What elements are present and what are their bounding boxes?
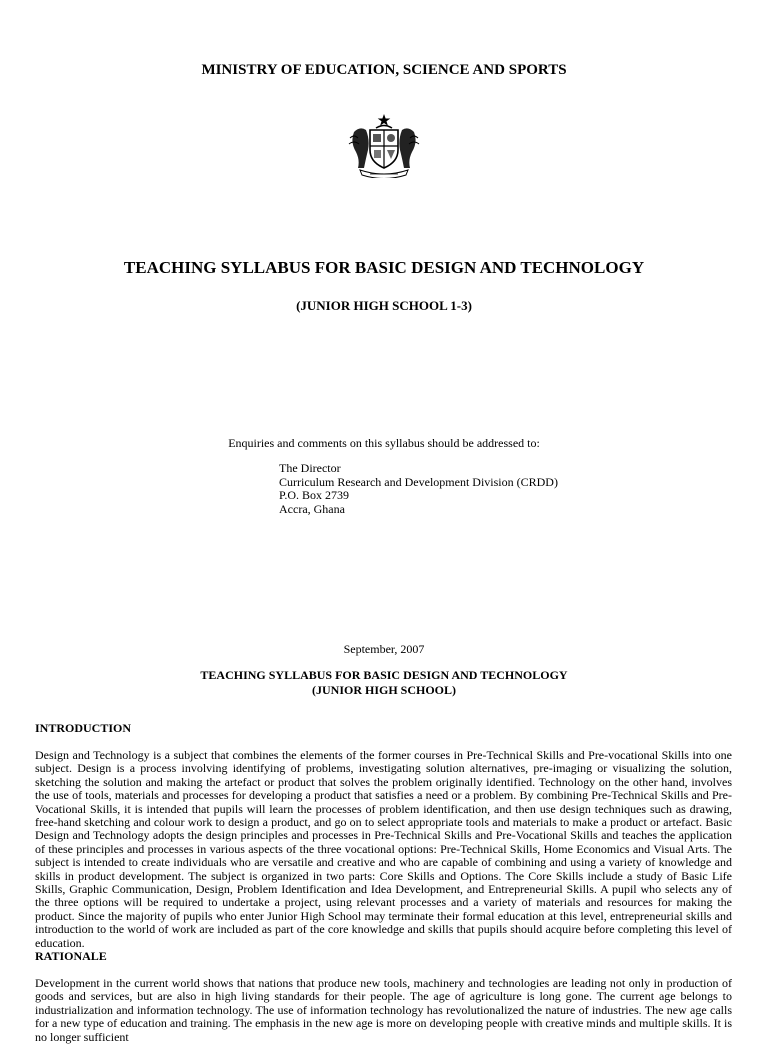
document-title: TEACHING SYLLABUS FOR BASIC DESIGN AND TECHNOLOGY — [123, 258, 645, 277]
enquiries-text: Enquiries and comments on this syllabus should be addressed to: — [228, 436, 540, 450]
address-line: The Director — [279, 461, 341, 475]
section-title-line1: TEACHING SYLLABUS FOR BASIC DESIGN AND TECHNOLOGY — [200, 668, 568, 682]
introduction-heading: INTRODUCTION — [35, 721, 132, 735]
rationale-heading: RATIONALE — [35, 949, 107, 963]
ministry-heading: MINISTRY OF EDUCATION, SCIENCE AND SPORTS — [201, 62, 567, 78]
introduction-paragraph: Design and Technology is a subject that combines the elements of the former courses in Pre-Technical Skills and Pre-vocational Skills into one subject. Design is a process involving identifying of problems, investigating solution alternatives, pre-imaging or visualizing the solution, sketching the solution and making the artefact or product that solves the problem originally identified. Technology on the other hand, involves the use of tools, materials and processes for developing a product that satisfies a need or a problem. By combining Pre-Technical Skills and Pre-Vocational Skills, it is intended that pupils will learn the processes of problem identification, and then use design techniques such as drawing, free-hand sketching and colour work to design a product, and go on to select appropriate tools and materials to make a product or artefact. Basic Design and Technology adopts the design principles and processes in Pre-Technical Skills and Pre-Vocational Skills and teaches the application of these principles and processes in various aspects of the three vocational options: Pre-Technical Skills, Home Economics and Visual Arts. The subject is intended to create individuals who are versatile and creative and who are capable of combining and using a variety of knowledge and skills in product development. The subject is organized in two parts: Core Skills and Options. The Core Skills include a study of Basic Life Skills, Graphic Communication, Design, Problem Identification and Idea Development, and Entrepreneurial Skills. A pupil who selects any of the three options will be required to undertake a project, using relevant processes and a variety of materials and resources for making the product. Since the majority of pupils who enter Junior High School may terminate their formal education at this level, entrepreneurial skills and introduction to the world of work are included as part of the core knowledge and skills that pupils should acquire before completing this level of education. — [35, 748, 732, 950]
address-block — [279, 462, 558, 516]
address-line: Accra, Ghana — [279, 501, 345, 516]
section-title — [0, 668, 768, 698]
rationale-paragraph: Development in the current world shows that nations that produce new tools, machinery and technologies are leading not only in production of goods and services, but are also in high living standards for their people. The age of agriculture is long gone. The current age belongs to industrialization and information technology. The use of information technology has revolutionalized the nature of industries. The new age calls for a new type of education and training. The emphasis in the new age is more on developing people with creative minds and multiple skills. It is no longer sufficient — [35, 976, 732, 1044]
address-line: Curriculum Research and Development Division (CRDD) — [279, 474, 558, 489]
ghana-coat-of-arms-icon — [346, 112, 422, 178]
publication-date: September, 2007 — [343, 642, 425, 656]
document-subtitle: (JUNIOR HIGH SCHOOL 1-3) — [296, 298, 472, 313]
section-title-line2: (JUNIOR HIGH SCHOOL) — [311, 683, 456, 697]
address-line: P.O. Box 2739 — [279, 488, 350, 502]
